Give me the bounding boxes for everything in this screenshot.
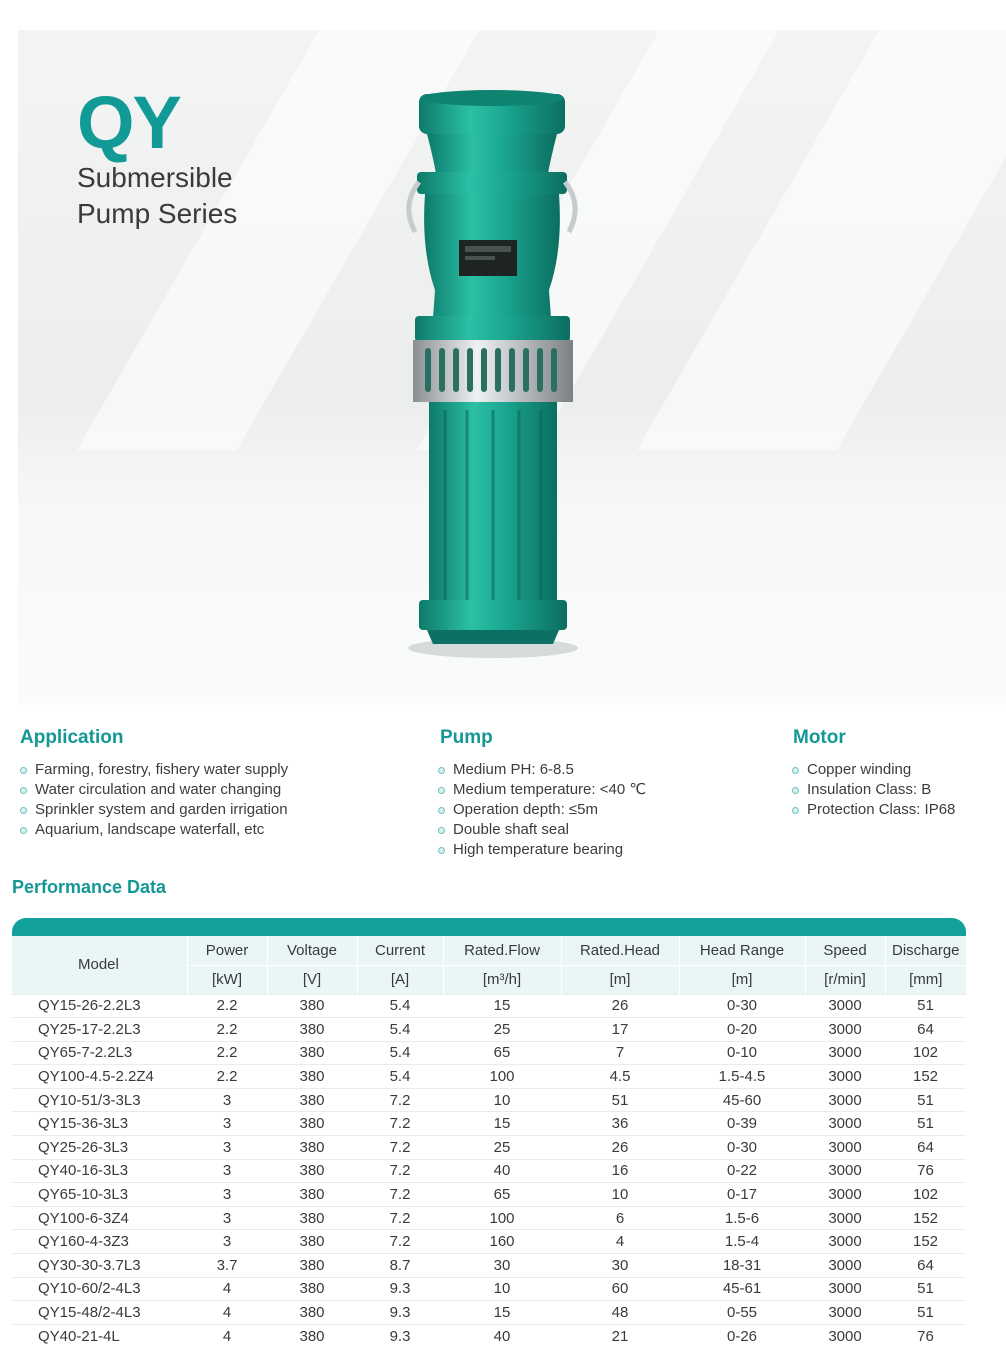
- value-cell: 15: [443, 994, 561, 1018]
- application-list: [18, 760, 288, 840]
- value-cell: 1.5-4: [679, 1230, 805, 1254]
- value-cell: 0-30: [679, 994, 805, 1018]
- value-cell: 152: [885, 1206, 966, 1230]
- value-cell: 76: [885, 1324, 966, 1348]
- model-cell: QY100-4.5-2.2Z4: [12, 1065, 187, 1089]
- value-cell: 1.5-6: [679, 1206, 805, 1230]
- bullet-icon: [792, 807, 799, 814]
- value-cell: 30: [561, 1254, 679, 1278]
- series-subtitle: [77, 160, 237, 232]
- model-cell: QY25-26-3L3: [12, 1136, 187, 1160]
- table-header-bar: [12, 918, 966, 936]
- value-cell: 9.3: [357, 1301, 443, 1325]
- value-cell: 380: [267, 1301, 357, 1325]
- value-cell: 3000: [805, 1301, 885, 1325]
- subtitle-line-1: Submersible: [77, 162, 233, 193]
- value-cell: 380: [267, 1230, 357, 1254]
- bullet-icon: [438, 827, 445, 834]
- value-cell: 380: [267, 1206, 357, 1230]
- value-cell: 3000: [805, 1065, 885, 1089]
- model-cell: QY15-48/2-4L3: [12, 1301, 187, 1325]
- model-cell: QY30-30-3.7L3: [12, 1254, 187, 1278]
- value-cell: 100: [443, 1206, 561, 1230]
- value-cell: 15: [443, 1112, 561, 1136]
- value-cell: 45-60: [679, 1088, 805, 1112]
- list-item: Protection Class: IP68: [790, 800, 955, 820]
- value-cell: 10: [443, 1088, 561, 1112]
- value-cell: 160: [443, 1230, 561, 1254]
- bullet-icon: [438, 767, 445, 774]
- value-cell: 26: [561, 1136, 679, 1160]
- value-cell: 9.3: [357, 1277, 443, 1301]
- value-cell: 3: [187, 1206, 267, 1230]
- value-cell: 3: [187, 1088, 267, 1112]
- value-cell: 3: [187, 1136, 267, 1160]
- value-cell: 51: [885, 1301, 966, 1325]
- value-cell: 30: [443, 1254, 561, 1278]
- value-cell: 64: [885, 1136, 966, 1160]
- value-cell: 5.4: [357, 1041, 443, 1065]
- value-cell: 4: [561, 1230, 679, 1254]
- table-row: [12, 1206, 966, 1230]
- model-cell: QY15-36-3L3: [12, 1112, 187, 1136]
- value-cell: 5.4: [357, 1065, 443, 1089]
- value-cell: 64: [885, 1254, 966, 1278]
- list-item: Double shaft seal: [436, 820, 646, 840]
- model-cell: QY10-51/3-3L3: [12, 1088, 187, 1112]
- value-cell: 152: [885, 1230, 966, 1254]
- motor-list: [790, 760, 955, 820]
- performance-table: [12, 918, 966, 1348]
- model-cell: QY15-26-2.2L3: [12, 994, 187, 1018]
- value-cell: 102: [885, 1183, 966, 1207]
- value-cell: 0-30: [679, 1136, 805, 1160]
- value-cell: 3000: [805, 1277, 885, 1301]
- value-cell: 4: [187, 1277, 267, 1301]
- value-cell: 3000: [805, 1136, 885, 1160]
- motor-title: Motor: [793, 727, 846, 748]
- value-cell: 10: [561, 1183, 679, 1207]
- value-cell: 17: [561, 1018, 679, 1042]
- value-cell: 9.3: [357, 1324, 443, 1348]
- value-cell: 5.4: [357, 1018, 443, 1042]
- value-cell: 0-39: [679, 1112, 805, 1136]
- value-cell: 3000: [805, 1206, 885, 1230]
- value-cell: 21: [561, 1324, 679, 1348]
- performance-title: Performance Data: [12, 877, 167, 897]
- value-cell: 3000: [805, 1018, 885, 1042]
- table-header-row: [12, 936, 966, 965]
- value-cell: 102: [885, 1041, 966, 1065]
- column-header: Head Range: [679, 936, 805, 965]
- value-cell: 3000: [805, 1088, 885, 1112]
- list-item: Farming, forestry, fishery water supply: [18, 760, 288, 780]
- list-item: Insulation Class: B: [790, 780, 955, 800]
- unit-header: [mm]: [885, 965, 966, 994]
- value-cell: 380: [267, 994, 357, 1018]
- column-header: Rated.Head: [561, 936, 679, 965]
- bullet-icon: [792, 767, 799, 774]
- model-cell: QY65-10-3L3: [12, 1183, 187, 1207]
- value-cell: 4: [187, 1324, 267, 1348]
- value-cell: 76: [885, 1159, 966, 1183]
- value-cell: 3000: [805, 1112, 885, 1136]
- value-cell: 0-22: [679, 1159, 805, 1183]
- bullet-icon: [438, 807, 445, 814]
- column-header: Model: [12, 936, 187, 994]
- value-cell: 0-17: [679, 1183, 805, 1207]
- value-cell: 7.2: [357, 1088, 443, 1112]
- application-title: Application: [20, 727, 124, 748]
- value-cell: 51: [561, 1088, 679, 1112]
- unit-header: [V]: [267, 965, 357, 994]
- model-cell: QY100-6-3Z4: [12, 1206, 187, 1230]
- table-row: [12, 1112, 966, 1136]
- value-cell: 4.5: [561, 1065, 679, 1089]
- list-item: Copper winding: [790, 760, 955, 780]
- value-cell: 40: [443, 1324, 561, 1348]
- pump-list: [436, 760, 646, 860]
- table-row: [12, 1159, 966, 1183]
- value-cell: 45-61: [679, 1277, 805, 1301]
- value-cell: 380: [267, 1183, 357, 1207]
- value-cell: 7.2: [357, 1159, 443, 1183]
- value-cell: 152: [885, 1065, 966, 1089]
- value-cell: 51: [885, 994, 966, 1018]
- value-cell: 3: [187, 1112, 267, 1136]
- value-cell: 3000: [805, 1324, 885, 1348]
- table-row: [12, 1018, 966, 1042]
- table-row: [12, 1324, 966, 1348]
- value-cell: 7: [561, 1041, 679, 1065]
- value-cell: 7.2: [357, 1112, 443, 1136]
- table-row: [12, 1041, 966, 1065]
- list-item: High temperature bearing: [436, 840, 646, 860]
- value-cell: 0-55: [679, 1301, 805, 1325]
- model-cell: QY25-17-2.2L3: [12, 1018, 187, 1042]
- value-cell: 51: [885, 1088, 966, 1112]
- table-row: [12, 994, 966, 1018]
- model-cell: QY40-16-3L3: [12, 1159, 187, 1183]
- value-cell: 1.5-4.5: [679, 1065, 805, 1089]
- model-cell: QY10-60/2-4L3: [12, 1277, 187, 1301]
- value-cell: 5.4: [357, 994, 443, 1018]
- value-cell: 3: [187, 1183, 267, 1207]
- value-cell: 3000: [805, 1254, 885, 1278]
- brand-title: QY: [77, 81, 180, 164]
- value-cell: 380: [267, 1277, 357, 1301]
- value-cell: 0-20: [679, 1018, 805, 1042]
- list-item: Sprinkler system and garden irrigation: [18, 800, 288, 820]
- column-header: Rated.Flow: [443, 936, 561, 965]
- bullet-icon: [20, 787, 27, 794]
- value-cell: 380: [267, 1159, 357, 1183]
- unit-header: [A]: [357, 965, 443, 994]
- value-cell: 0-26: [679, 1324, 805, 1348]
- value-cell: 2.2: [187, 1018, 267, 1042]
- value-cell: 3.7: [187, 1254, 267, 1278]
- model-cell: QY160-4-3Z3: [12, 1230, 187, 1254]
- bullet-icon: [792, 787, 799, 794]
- table-row: [12, 1183, 966, 1207]
- value-cell: 60: [561, 1277, 679, 1301]
- bullet-icon: [20, 827, 27, 834]
- value-cell: 48: [561, 1301, 679, 1325]
- value-cell: 7.2: [357, 1230, 443, 1254]
- bullet-icon: [20, 807, 27, 814]
- value-cell: 0-10: [679, 1041, 805, 1065]
- column-header: Power: [187, 936, 267, 965]
- value-cell: 51: [885, 1112, 966, 1136]
- value-cell: 380: [267, 1254, 357, 1278]
- table-body: [12, 994, 966, 1348]
- table-row: [12, 1254, 966, 1278]
- value-cell: 4: [187, 1301, 267, 1325]
- subtitle-line-2: Pump Series: [77, 198, 238, 229]
- value-cell: 2.2: [187, 1041, 267, 1065]
- model-cell: QY65-7-2.2L3: [12, 1041, 187, 1065]
- value-cell: 16: [561, 1159, 679, 1183]
- table-row: [12, 1277, 966, 1301]
- unit-header: [r/min]: [805, 965, 885, 994]
- value-cell: 2.2: [187, 1065, 267, 1089]
- value-cell: 380: [267, 1041, 357, 1065]
- value-cell: 3000: [805, 1041, 885, 1065]
- column-header: Speed: [805, 936, 885, 965]
- pump-title: Pump: [440, 727, 493, 748]
- table-row: [12, 1088, 966, 1112]
- value-cell: 380: [267, 1136, 357, 1160]
- value-cell: 3000: [805, 1159, 885, 1183]
- submersible-pump-image: [405, 90, 580, 660]
- value-cell: 380: [267, 1065, 357, 1089]
- value-cell: 25: [443, 1018, 561, 1042]
- value-cell: 15: [443, 1301, 561, 1325]
- table-row: [12, 1301, 966, 1325]
- value-cell: 380: [267, 1112, 357, 1136]
- value-cell: 65: [443, 1183, 561, 1207]
- list-item: Medium PH: 6-8.5: [436, 760, 646, 780]
- value-cell: 3000: [805, 1183, 885, 1207]
- value-cell: 10: [443, 1277, 561, 1301]
- value-cell: 3: [187, 1159, 267, 1183]
- value-cell: 380: [267, 1018, 357, 1042]
- value-cell: 380: [267, 1088, 357, 1112]
- model-cell: QY40-21-4L: [12, 1324, 187, 1348]
- value-cell: 64: [885, 1018, 966, 1042]
- value-cell: 18-31: [679, 1254, 805, 1278]
- list-item: Water circulation and water changing: [18, 780, 288, 800]
- table-row: [12, 1136, 966, 1160]
- value-cell: 7.2: [357, 1136, 443, 1160]
- unit-header: [kW]: [187, 965, 267, 994]
- value-cell: 36: [561, 1112, 679, 1136]
- bullet-icon: [20, 767, 27, 774]
- list-item: Aquarium, landscape waterfall, etc: [18, 820, 288, 840]
- value-cell: 2.2: [187, 994, 267, 1018]
- value-cell: 7.2: [357, 1206, 443, 1230]
- value-cell: 3: [187, 1230, 267, 1254]
- value-cell: 65: [443, 1041, 561, 1065]
- column-header: Voltage: [267, 936, 357, 965]
- table-row: [12, 1065, 966, 1089]
- unit-header: [m]: [561, 965, 679, 994]
- unit-header: [m]: [679, 965, 805, 994]
- bullet-icon: [438, 787, 445, 794]
- value-cell: 6: [561, 1206, 679, 1230]
- value-cell: 7.2: [357, 1183, 443, 1207]
- column-header: Discharge: [885, 936, 966, 965]
- value-cell: 380: [267, 1324, 357, 1348]
- value-cell: 26: [561, 994, 679, 1018]
- value-cell: 3000: [805, 1230, 885, 1254]
- column-header: Current: [357, 936, 443, 965]
- value-cell: 40: [443, 1159, 561, 1183]
- value-cell: 3000: [805, 994, 885, 1018]
- value-cell: 100: [443, 1065, 561, 1089]
- value-cell: 25: [443, 1136, 561, 1160]
- table-row: [12, 1230, 966, 1254]
- value-cell: 51: [885, 1277, 966, 1301]
- bullet-icon: [438, 847, 445, 854]
- list-item: Operation depth: ≤5m: [436, 800, 646, 820]
- unit-header: [m³/h]: [443, 965, 561, 994]
- list-item: Medium temperature: <40 ℃: [436, 780, 646, 800]
- value-cell: 8.7: [357, 1254, 443, 1278]
